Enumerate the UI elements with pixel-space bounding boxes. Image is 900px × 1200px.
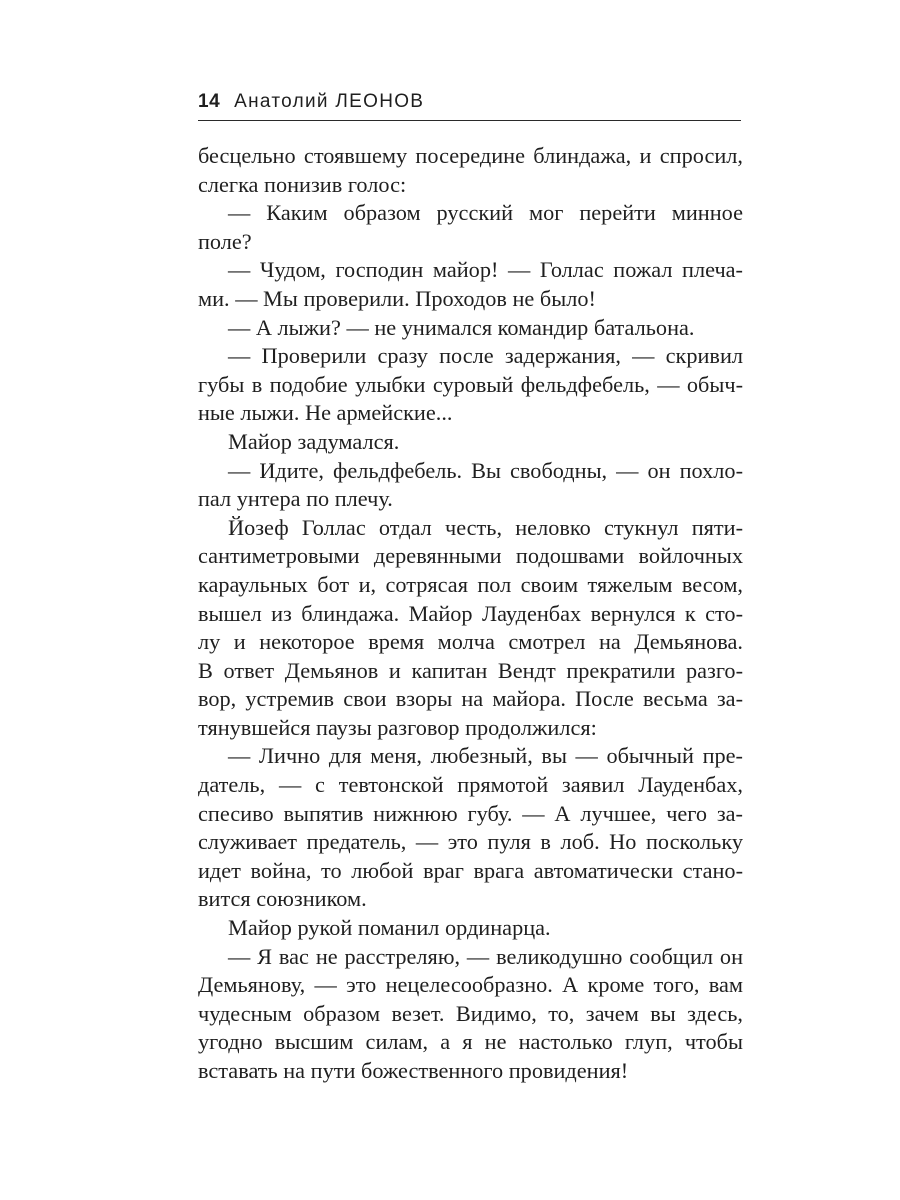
- text-line: ные лыжи. Не армейские...: [198, 400, 453, 426]
- header-rule: [198, 120, 741, 121]
- text-line: вышел из блиндажа. Майор Лауденбах вернулся к сто-: [198, 600, 743, 626]
- text-line: Майор задумался.: [228, 428, 400, 454]
- text-line: — Лично для меня, любезный, вы — обычный пре-: [228, 743, 743, 769]
- text-line: — Проверили сразу после задержания, — скривил: [228, 343, 743, 369]
- text-line: вор, устремив свои взоры на майора. После весьма за-: [198, 686, 743, 712]
- text-line: вится союзником.: [198, 886, 367, 912]
- text-line: бесцельно стоявшему посередине блиндажа, и спросил,: [198, 143, 743, 168]
- text-line: — Чудом, господин майор! — Голлас пожал плеча-: [228, 257, 743, 283]
- text-line: — Я вас не расстреляю, — великодушно сообщил он: [228, 943, 743, 969]
- text-line: — Идите, фельдфебель. Вы свободны, — он похло-: [228, 457, 743, 483]
- text-line: тянувшейся паузы разговор продолжился:: [198, 714, 597, 740]
- text-line: Йозеф Голлас отдал честь, неловко стукнул пяти-: [228, 514, 743, 540]
- text-line: служивает предатель, — это пуля в лоб. Но поскольку: [198, 829, 743, 855]
- running-header: [198, 91, 741, 119]
- text-line: В ответ Демьянов и капитан Вендт прекратили разго-: [198, 657, 743, 683]
- text-line: сантиметровыми деревянными подошвами войлочных: [198, 543, 743, 569]
- text-line: вставать на пути божественного провидения!: [198, 1058, 629, 1083]
- text-line: слегка понизив голос:: [198, 171, 407, 197]
- text-line: датель, — с тевтонской прямотой заявил Лауденбах,: [198, 772, 743, 798]
- text-line: лу и некоторое время молча смотрел на Демьянова.: [198, 629, 743, 655]
- text-line: спесиво выпятив нижнюю губу. — А лучшее, чего за-: [198, 800, 743, 826]
- text-line: чудесным образом везет. Видимо, то, зачем вы здесь,: [198, 1000, 743, 1026]
- text-line: губы в подобие улыбки суровый фельдфебель, — обыч-: [198, 371, 743, 397]
- text-line: Майор рукой поманил ординарца.: [228, 915, 551, 941]
- text-line: пал унтера по плечу.: [198, 486, 393, 512]
- text-line: караульных бот и, сотрясая пол своим тяжелым весом,: [198, 571, 743, 597]
- page-number: 14: [198, 91, 221, 112]
- text-line: ми. — Мы проверили. Проходов не было!: [198, 285, 596, 311]
- text-line: идет война, то любой враг врага автоматически стано-: [198, 857, 743, 883]
- text-line: — А лыжи? — не унимался командир батальона.: [228, 314, 695, 340]
- text-line: Демьянову, — это нецелесообразно. А кроме того, вам: [198, 972, 743, 998]
- text-line: — Каким образом русский мог перейти минное: [228, 200, 743, 226]
- body-text: [198, 142, 743, 1086]
- text-line: поле?: [198, 228, 252, 254]
- text-line: угодно высшим силам, а я не настолько глуп, чтобы: [198, 1029, 743, 1055]
- author-name: Анатолий ЛЕОНОВ: [234, 91, 425, 112]
